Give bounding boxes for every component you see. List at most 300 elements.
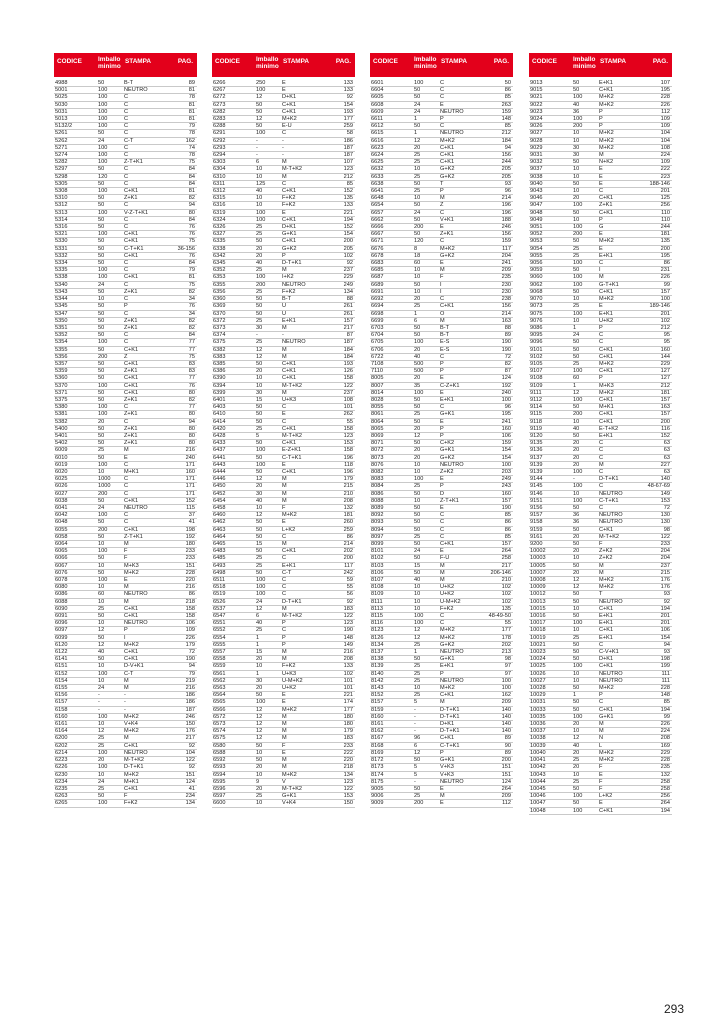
cell-min-pack: 50 [573, 80, 580, 86]
cell-page: 108 [660, 144, 670, 151]
table-row [54, 433, 197, 440]
cell-page: 178 [501, 634, 511, 641]
cell-page: 195 [660, 252, 670, 259]
cell-page: 78 [188, 152, 195, 159]
cell-code: 9096 [530, 339, 543, 346]
cell-code: 6511 [213, 577, 226, 584]
cell-min-pack: 25 [256, 317, 263, 324]
cell-print: C [440, 209, 445, 216]
cell-min-pack: - [573, 476, 575, 483]
table-row [370, 145, 513, 152]
cell-code: 5310 [55, 195, 68, 202]
cell-min-pack: - [414, 728, 416, 735]
cell-page: 34 [188, 296, 195, 303]
cell-code: 6575 [213, 735, 226, 742]
cell-min-pack: 50 [573, 404, 580, 411]
cell-print: C-T [124, 137, 134, 144]
cell-min-pack: 25 [414, 641, 421, 648]
cell-min-pack: 50 [414, 396, 421, 403]
cell-code: 9037 [530, 166, 543, 173]
cell-code: 9159 [530, 526, 543, 533]
cell-min-pack: 100 [573, 368, 583, 375]
table-row [370, 433, 513, 440]
cell-code: 10044 [530, 778, 546, 785]
cell-min-pack: 50 [98, 569, 105, 576]
cell-code: 8152 [371, 692, 384, 699]
cell-code: 5343 [55, 288, 68, 295]
cell-page: 158 [343, 425, 353, 432]
cell-min-pack: 200 [573, 123, 583, 130]
table-row [370, 577, 513, 584]
cell-page: 244 [501, 159, 511, 166]
cell-min-pack: 100 [98, 461, 108, 468]
cell-print: C-T+K1 [282, 454, 302, 461]
cell-code: 6611 [371, 116, 384, 123]
cell-min-pack: 25 [256, 425, 263, 432]
cell-print: V+K1 [440, 216, 454, 223]
cell-page: 133 [343, 80, 353, 86]
cell-min-pack: 20 [573, 454, 580, 461]
cell-min-pack: 10 [414, 468, 421, 475]
cell-code: 8065 [371, 425, 384, 432]
cell-min-pack: 24 [256, 598, 263, 605]
table-row [54, 390, 197, 397]
table-row [54, 440, 197, 447]
cell-code: 6596 [213, 785, 226, 792]
cell-page: 156 [501, 303, 511, 310]
table-row [529, 440, 672, 447]
cell-page: 258 [501, 555, 511, 562]
cell-code: 8082 [371, 468, 384, 475]
table-row [529, 750, 672, 757]
table-row [529, 231, 672, 238]
cell-min-pack: 10 [256, 166, 263, 173]
cell-page: 81 [188, 108, 195, 115]
cell-page: 111 [661, 677, 670, 684]
cell-min-pack: 25 [98, 447, 105, 454]
cell-print: E [282, 749, 286, 756]
cell-min-pack: 12 [414, 749, 421, 756]
cell-min-pack: 50 [573, 526, 580, 533]
table-row [54, 130, 197, 137]
cell-min-pack: 50 [573, 353, 580, 360]
cell-code: 6066 [55, 555, 68, 562]
table-row [529, 635, 672, 642]
cell-page: 151 [185, 771, 195, 778]
cell-print: U+K3 [282, 396, 297, 403]
cell-print: D+K1 [282, 224, 297, 231]
cell-min-pack: 200 [98, 526, 108, 533]
cell-print: P [440, 483, 444, 490]
cell-min-pack: 10 [256, 202, 263, 209]
cell-print: Z+K2 [440, 468, 454, 475]
cell-min-pack: 250 [256, 80, 266, 86]
cell-print: Z-T+K1 [124, 533, 143, 540]
cell-min-pack: 50 [573, 649, 580, 656]
cell-code: 6353 [213, 274, 226, 281]
cell-code: 5375 [55, 396, 68, 403]
cell-min-pack: 100 [414, 339, 424, 346]
table-row [370, 750, 513, 757]
cell-print: T [599, 591, 603, 598]
header-min-pack: Imballo minimo [414, 56, 437, 70]
cell-code: 6076 [55, 569, 68, 576]
cell-page: 214 [501, 310, 511, 317]
cell-min-pack: 50 [98, 396, 105, 403]
cell-code: 6230 [55, 771, 68, 778]
cell-code: 9073 [530, 303, 543, 310]
cell-code: 5030 [55, 101, 68, 108]
cell-min-pack: 5 [414, 771, 418, 778]
cell-code: 8094 [371, 526, 384, 533]
cell-page: 181 [343, 512, 353, 519]
cell-page: 240 [185, 454, 195, 461]
cell-code: 6648 [371, 195, 384, 202]
cell-min-pack: 100 [414, 476, 424, 483]
cell-page: 151 [185, 562, 195, 569]
table-row [212, 181, 355, 188]
cell-code: 6722 [371, 353, 384, 360]
cell-print: M+K2 [599, 238, 614, 245]
cell-min-pack: 1 [573, 324, 577, 331]
cell-print: P [599, 123, 603, 130]
cell-page: 80 [188, 389, 195, 396]
cell-print: E [440, 548, 444, 555]
table-row [529, 685, 672, 692]
cell-code: 8084 [371, 483, 384, 490]
cell-page: 84 [188, 180, 195, 187]
cell-min-pack: 10 [414, 267, 421, 274]
cell-code: 6551 [213, 620, 226, 627]
cell-min-pack: 5 [414, 764, 418, 771]
table-row [370, 498, 513, 505]
cell-print: Z [124, 353, 128, 360]
table-row [529, 80, 672, 87]
cell-code: 8106 [371, 569, 384, 576]
cell-code: 5345 [55, 303, 68, 310]
cell-page: 200 [343, 555, 353, 562]
cell-code: 6091 [55, 613, 68, 620]
cell-min-pack: 50 [414, 757, 421, 764]
cell-page: 48-49-50 [488, 613, 511, 620]
cell-print: U+K2 [599, 317, 614, 324]
table-row [212, 354, 355, 361]
table-row [54, 476, 197, 483]
cell-print: M-T+K2 [282, 382, 303, 389]
cell-page: 200 [660, 245, 670, 252]
cell-code: 9022 [530, 101, 543, 108]
cell-page: 127 [660, 375, 670, 382]
cell-print: NEUTRO [124, 87, 148, 94]
table-row [370, 174, 513, 181]
cell-print: B-T [440, 324, 450, 331]
cell-min-pack: 15 [256, 396, 263, 403]
cell-min-pack: 50 [573, 785, 580, 792]
cell-min-pack: 50 [414, 512, 421, 519]
cell-code: 6595 [213, 778, 226, 785]
cell-print: E [599, 800, 603, 807]
cell-code: 10043 [530, 771, 546, 778]
cell-page: 41 [188, 519, 195, 526]
cell-min-pack: 25 [573, 360, 580, 367]
cell-min-pack: 25 [573, 245, 580, 252]
cell-code: 9046 [530, 195, 543, 202]
cell-code: 5382 [55, 418, 68, 425]
cell-code: 6038 [55, 497, 68, 504]
cell-page: 233 [660, 541, 670, 547]
cell-print: C [124, 260, 129, 267]
cell-page: 162 [185, 137, 195, 144]
cell-min-pack: 50 [256, 238, 263, 245]
table-row [529, 116, 672, 123]
table-row [529, 627, 672, 634]
cell-min-pack: 10 [573, 677, 580, 684]
cell-min-pack: 100 [256, 447, 266, 454]
cell-page: 259 [343, 123, 353, 130]
cell-page: 157 [660, 396, 670, 403]
cell-min-pack: 100 [98, 159, 108, 166]
cell-print: M+K2 [124, 569, 139, 576]
cell-code: 7110 [371, 368, 384, 375]
cell-print: V [282, 778, 286, 785]
table-row [54, 116, 197, 123]
cell-print: NEUTRO [124, 749, 148, 756]
cell-page: 134 [343, 771, 353, 778]
cell-min-pack: 50 [573, 87, 580, 94]
cell-min-pack: 50 [414, 231, 421, 238]
cell-code: 9136 [530, 447, 543, 454]
table-row [370, 224, 513, 231]
table-row [54, 548, 197, 555]
table-row [212, 217, 355, 224]
cell-page: 100 [501, 685, 511, 692]
table-row [212, 87, 355, 94]
cell-page: 206-146 [490, 569, 511, 576]
cell-code: 10027 [530, 677, 546, 684]
cell-print: C+K1 [440, 303, 455, 310]
table-row [529, 282, 672, 289]
cell-min-pack: 50 [256, 454, 263, 461]
cell-page: 102 [343, 252, 353, 259]
cell-min-pack: 125 [256, 180, 266, 187]
cell-page: 85 [504, 94, 511, 101]
cell-page: 77 [188, 404, 195, 411]
cell-page: 76 [188, 303, 195, 310]
cell-code: 8134 [371, 641, 384, 648]
cell-min-pack: 36 [573, 108, 580, 115]
cell-page: 160 [501, 490, 511, 497]
table-row [370, 166, 513, 173]
cell-code: 9009 [371, 800, 384, 807]
cell-page: 82 [188, 324, 195, 331]
table-row [529, 426, 672, 433]
cell-page: 216 [185, 685, 195, 692]
table-row [370, 800, 513, 807]
cell-min-pack: - [414, 713, 416, 720]
cell-min-pack: 25 [414, 677, 421, 684]
cell-code: 8115 [371, 613, 384, 620]
table-row [529, 303, 672, 310]
cell-code: 6460 [213, 512, 226, 519]
cell-min-pack: 20 [573, 548, 580, 555]
table-row [212, 678, 355, 685]
table-row [212, 267, 355, 274]
table-row [370, 519, 513, 526]
cell-page: 76 [188, 382, 195, 389]
table-row [529, 519, 672, 526]
table-row [370, 318, 513, 325]
cell-min-pack: 100 [573, 310, 583, 317]
table-row [370, 534, 513, 541]
table-row [54, 786, 197, 793]
table-row [370, 253, 513, 260]
cell-print: C [282, 404, 287, 411]
cell-page: 89 [188, 80, 195, 86]
cell-min-pack: 10 [98, 598, 105, 605]
cell-code: 9109 [530, 382, 543, 389]
cell-code: 6687 [371, 274, 384, 281]
cell-min-pack: 10 [573, 173, 580, 180]
cell-code: 6319 [213, 209, 226, 216]
table-row [212, 174, 355, 181]
cell-print: M [124, 685, 129, 692]
cell-page: 192 [185, 533, 195, 540]
cell-code: 6291 [213, 130, 226, 137]
cell-print: M [440, 699, 445, 706]
cell-page: 208 [660, 735, 670, 742]
cell-min-pack: 50 [573, 562, 580, 569]
cell-print: C [440, 620, 445, 627]
table-row [529, 656, 672, 663]
cell-code: 8142 [371, 677, 384, 684]
cell-min-pack: 120 [98, 173, 108, 180]
cell-code: 9157 [530, 512, 543, 519]
cell-print: C+K1 [282, 216, 297, 223]
cell-code: 10033 [530, 706, 546, 713]
table-row [370, 793, 513, 800]
cell-page: 107 [660, 80, 670, 86]
cell-print: B-T [440, 332, 450, 339]
cell-min-pack: 24 [414, 108, 421, 115]
cell-code: 6699 [371, 317, 384, 324]
table-row [212, 303, 355, 310]
table-row [370, 354, 513, 361]
cell-page: 210 [343, 490, 353, 497]
cell-min-pack: 12 [256, 721, 263, 728]
cell-print: D-T+K1 [440, 728, 460, 735]
cell-code: 6446 [213, 476, 226, 483]
cell-code: 9005 [371, 785, 384, 792]
cell-code: 8092 [371, 512, 384, 519]
table-row [212, 123, 355, 130]
cell-min-pack: 200 [414, 224, 424, 231]
cell-page: 186 [343, 137, 353, 144]
cell-page: 157 [660, 288, 670, 295]
cell-print: C [440, 404, 445, 411]
table-row [54, 462, 197, 469]
cell-code: 6694 [371, 303, 384, 310]
cell-min-pack: 25 [256, 231, 263, 238]
table-row [529, 166, 672, 173]
cell-print: F [124, 555, 128, 562]
cell-print: M+K2 [599, 577, 614, 584]
cell-code: 6676 [371, 245, 384, 252]
cell-min-pack: 100 [414, 620, 424, 627]
cell-code: 10029 [530, 692, 546, 699]
cell-page: 171 [185, 483, 195, 490]
cell-code: 5313 [55, 209, 68, 216]
cell-page: 202 [343, 548, 353, 555]
cell-code: 5312 [55, 202, 68, 209]
cell-min-pack: 1 [573, 692, 577, 699]
cell-page: 88 [504, 324, 511, 331]
cell-min-pack: 25 [414, 188, 421, 195]
cell-code: 6122 [55, 649, 68, 656]
table-row [370, 238, 513, 245]
cell-print: D-T+K1 [440, 713, 460, 720]
cell-code: 9112 [530, 396, 543, 403]
table-row [370, 231, 513, 238]
cell-print: C+K1 [282, 360, 297, 367]
table-row [370, 260, 513, 267]
cell-print: C [124, 281, 129, 288]
table-row [529, 102, 672, 109]
cell-code: 9114 [530, 404, 543, 411]
cell-page: 104 [660, 137, 670, 144]
cell-min-pack: 50 [98, 310, 105, 317]
cell-page: 174 [343, 699, 353, 706]
cell-page: 102 [660, 317, 670, 324]
cell-min-pack: 100 [98, 108, 108, 115]
cell-page: 132 [660, 771, 670, 778]
header-print: STAMPA [600, 58, 627, 65]
table-row [529, 404, 672, 411]
cell-min-pack: 50 [573, 159, 580, 166]
cell-min-pack: 10 [573, 166, 580, 173]
cell-print: C+K1 [599, 418, 614, 425]
cell-print: M [599, 569, 604, 576]
cell-page: 183 [343, 605, 353, 612]
table-row [529, 642, 672, 649]
cell-page: 78 [188, 130, 195, 137]
cell-print: F-U [440, 555, 450, 562]
cell-page: 228 [660, 685, 670, 692]
cell-page: 148 [660, 692, 670, 699]
table-row [54, 577, 197, 584]
cell-min-pack: 20 [256, 656, 263, 663]
cell-code: 6593 [213, 764, 226, 771]
cell-min-pack: 25 [98, 735, 105, 742]
cell-print: P [599, 692, 603, 699]
cell-code: 6375 [213, 339, 226, 346]
table-row [54, 282, 197, 289]
table-row [54, 498, 197, 505]
cell-code: 9135 [530, 440, 543, 447]
cell-print: M [440, 562, 445, 569]
cell-page: 160 [660, 346, 670, 353]
table-row [212, 764, 355, 771]
cell-page: 194 [343, 216, 353, 223]
cell-page: 79 [188, 670, 195, 677]
table-row [370, 527, 513, 534]
cell-min-pack: 10 [573, 771, 580, 778]
cell-code: 8069 [371, 432, 384, 439]
cell-min-pack: 100 [98, 267, 108, 274]
cell-min-pack: 100 [573, 260, 583, 267]
cell-min-pack: 100 [98, 94, 108, 101]
table-row [212, 699, 355, 706]
cell-min-pack: 50 [414, 281, 421, 288]
